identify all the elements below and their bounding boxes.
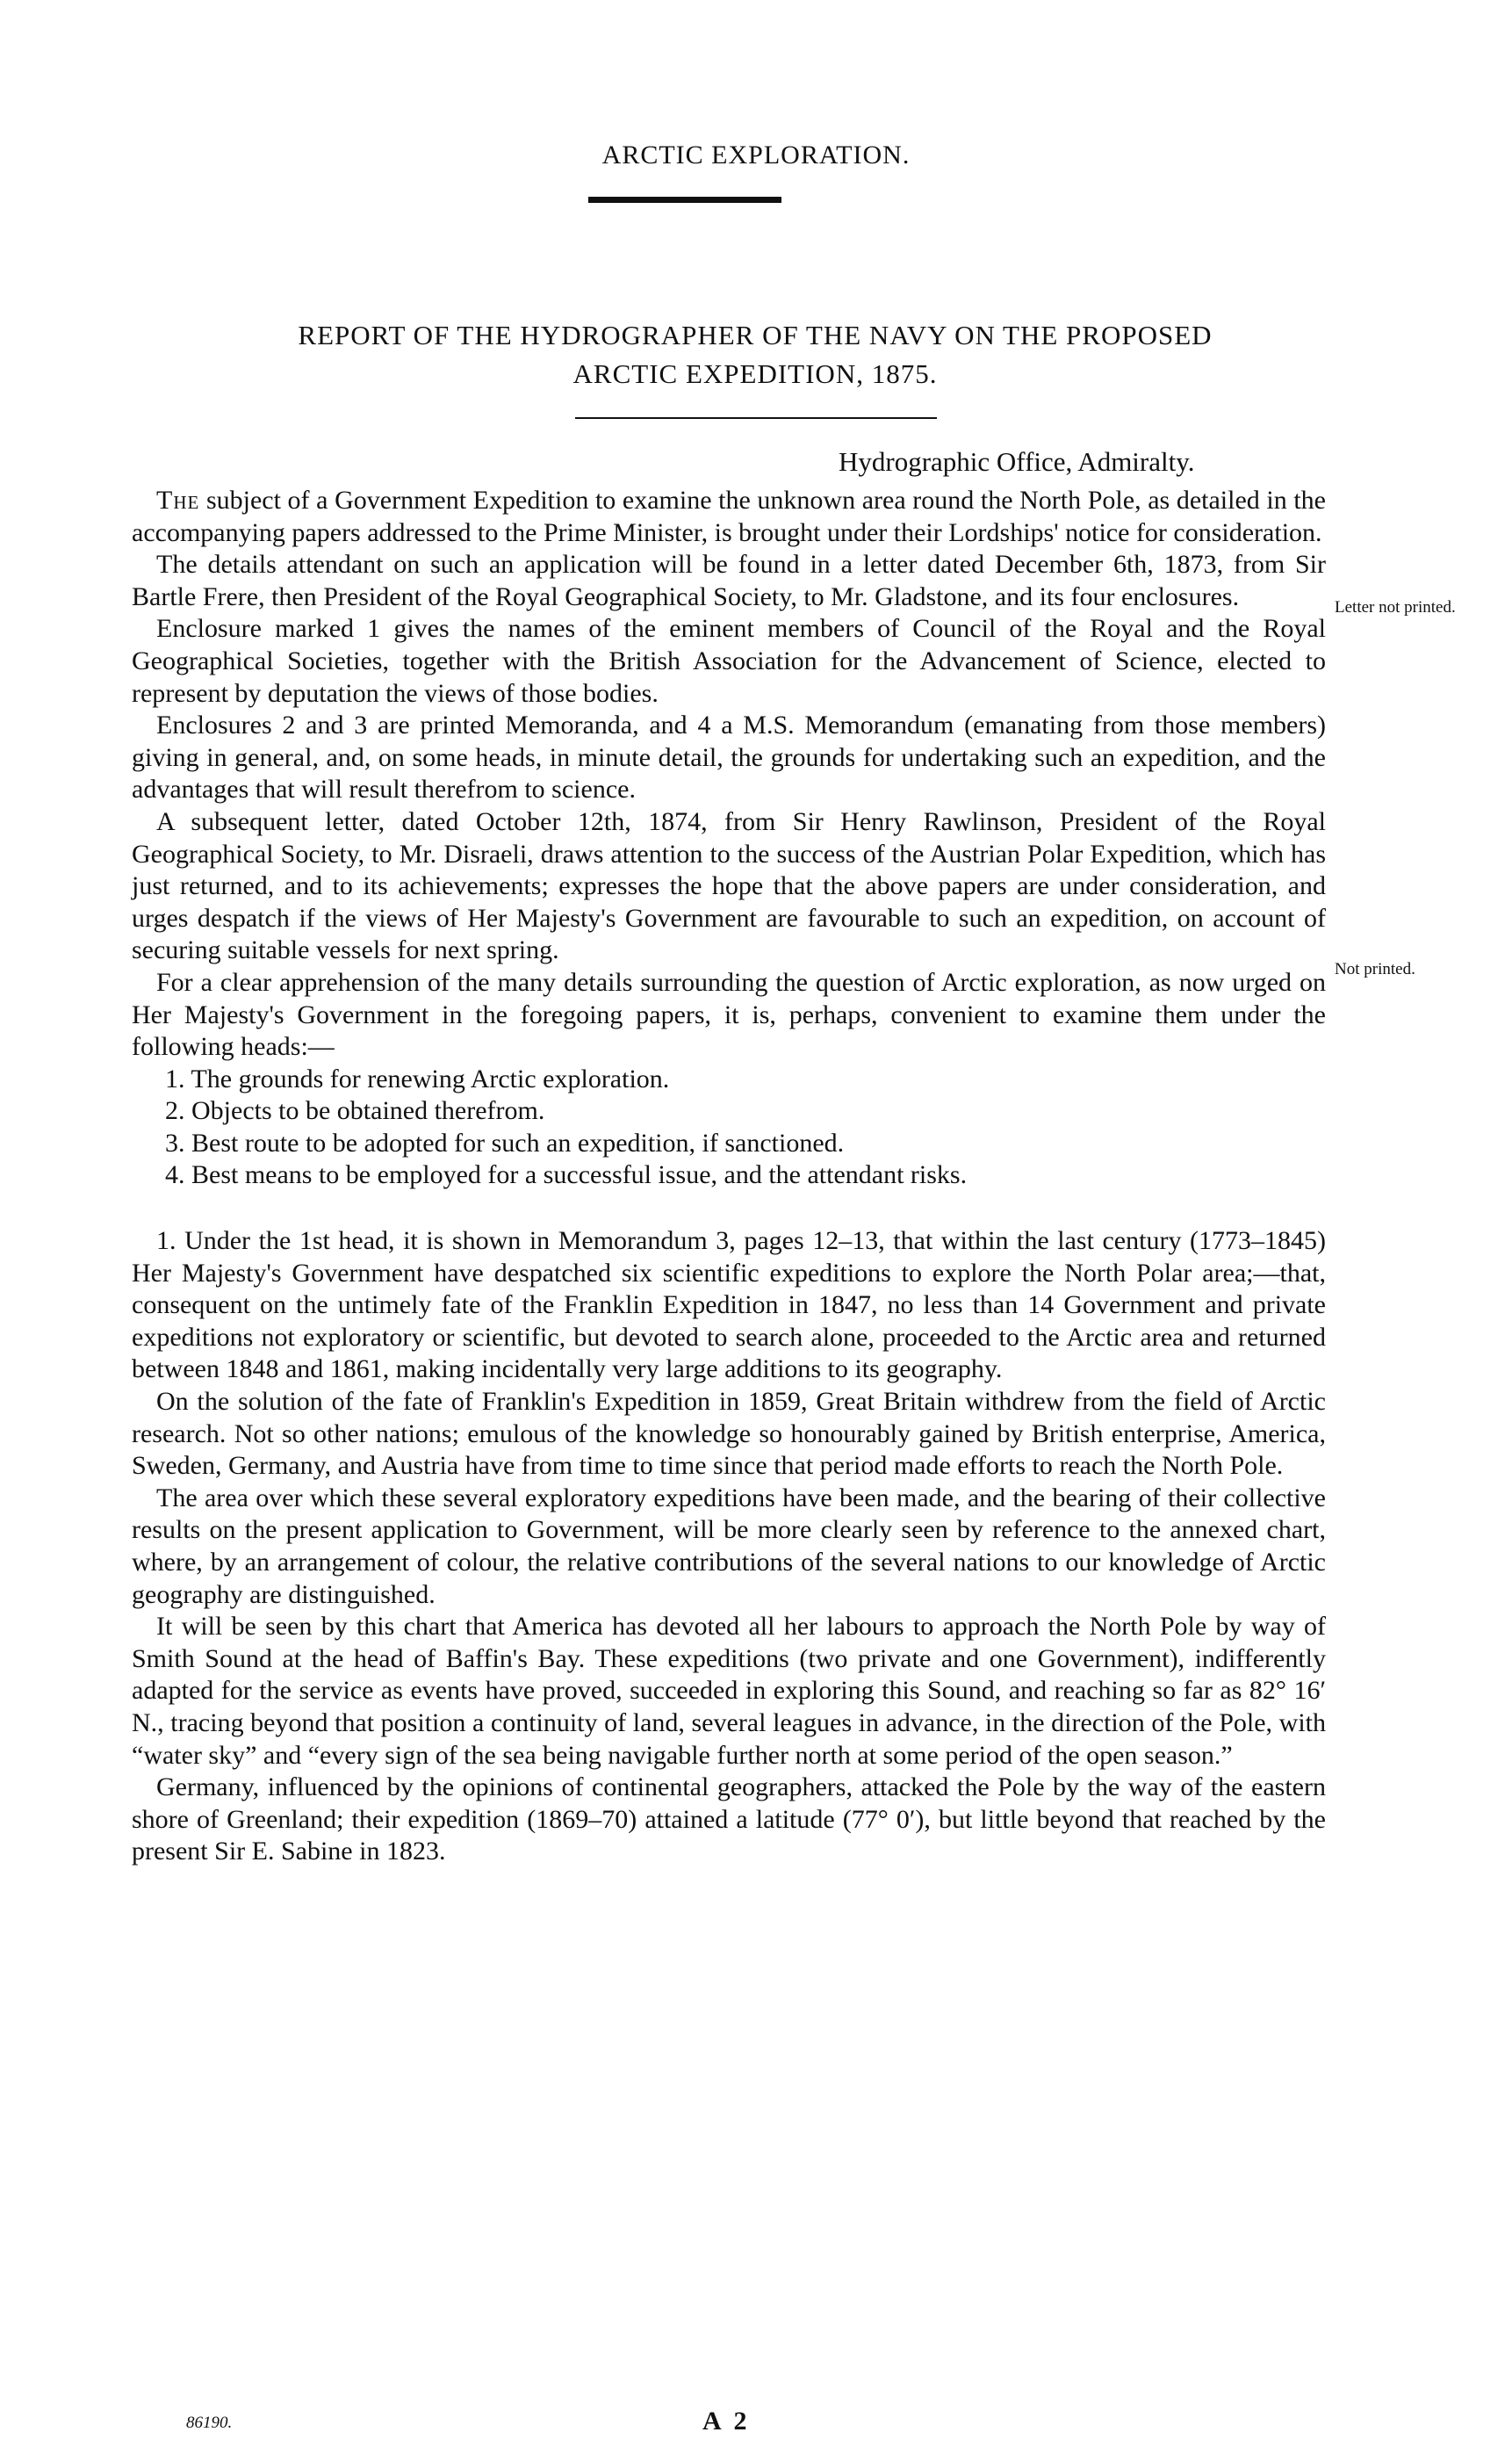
heading-rule [588, 197, 781, 203]
paragraph-6: For a clear apprehension of the many details surrounding the question of Arctic exploration, as now urged on Her Majesty's Government in the foregoing papers, it is, perhaps, convenient to examine them under the following heads:— [132, 967, 1326, 1062]
head-item-1: 1. The grounds for renewing Arctic exploration. [165, 1064, 670, 1093]
title-rule [575, 417, 937, 419]
head-item-4: 4. Best means to be employed for a successful issue, and the attendant risks. [165, 1160, 968, 1190]
paragraph-1-text: subject of a Government Expedition to examine the unknown area round the North Pole, as detailed in the accompanying papers addressed to the Prime Minister, is brought under their Lordships' notice for consideration. [132, 486, 1326, 547]
report-body [132, 485, 1326, 1868]
report-title-line-1: REPORT OF THE HYDROGRAPHER OF THE NAVY ON THE PROPOSED [298, 320, 1213, 350]
margin-note-letter-not-printed: Letter not printed. [1335, 598, 1456, 617]
paragraph-9: The area over which these several exploratory expeditions have been made, and the bearing of their collective results on the present application to Government, will be more clearly seen by reference to the annexed chart, where, by an arrangement of colour, the relative contributions of the several nations to our knowledge of Arctic geography are distinguished. [132, 1483, 1326, 1609]
report-title-line-2: ARCTIC EXPEDITION, 1875. [572, 358, 938, 389]
footer-code: 86190. [186, 2414, 233, 2432]
dateline: Hydrographic Office, Admiralty. [839, 446, 1195, 477]
opening-word: The [156, 486, 200, 515]
paragraph-8: On the solution of the fate of Franklin's Expedition in 1859, Great Britain withdrew from the field of Arctic research. Not so other nations; emulous of the knowledge so honourably gained by British enterprise, America, Sweden, Germany, and Austria have from time to time since that period made efforts to reach the North Pole. [132, 1387, 1326, 1481]
margin-note-not-printed: Not printed. [1335, 960, 1415, 978]
signature-mark: A 2 [702, 2407, 751, 2436]
heads-list [132, 1064, 1326, 1192]
paragraph-5: A subsequent letter, dated October 12th, 1874, from Sir Henry Rawlinson, President of the Royal Geographical Society, to Mr. Disraeli, draws attention to the success of the Austrian Polar Expedition, which has just returned, and to its achievements; expresses the hope that the above papers are under consideration, and urges despatch if the views of Her Majesty's Government are favourable to such an expedition, on account of securing suitable vessels for next spring. [132, 806, 1326, 965]
paragraph-7: 1. Under the 1st head, it is shown in Memorandum 3, pages 12–13, that within the last century (1773–1845) Her Majesty's Government have despatched six scientific expeditions to explore the North Polar area;—that, consequent on the untimely fate of the Franklin Expedition in 1847, no less than 14 Government and private expeditions not exploratory or scientific, but devoted to search alone, proceeded to the Arctic area and returned between 1848 and 1861, making incidentally very large additions to its geography. [132, 1226, 1326, 1384]
paragraph-10: It will be seen by this chart that America has devoted all her labours to approach the North Pole by way of Smith Sound at the head of Baffin's Bay. These expeditions (two private and one Government), indifferently adapted for the service as events have proved, succeeded in exploring this Sound, and reaching so far as 82° 16′ N., tracing beyond that position a continuity of land, several leagues in advance, in the direction of the Pole, with “water sky” and “every sign of the sea being navigable further north at some period of the open season.” [132, 1612, 1326, 1770]
paragraph-3: Enclosure marked 1 gives the names of the eminent members of Council of the Royal and the Royal Geographical Societies, together with the British Association for the Advancement of Science, elected to represent by deputation the views of those bodies. [132, 614, 1326, 708]
report-title [132, 316, 1379, 393]
paragraph-4: Enclosures 2 and 3 are printed Memoranda, and 4 a M.S. Memorandum (emanating from those members) giving in general, and, on some heads, in minute detail, the grounds for undertaking such an expedition, and the advantages that will result therefrom to science. [132, 711, 1326, 805]
paragraph-2: The details attendant on such an application will be found in a letter dated December 6th, 1873, from Sir Bartle Frere, then President of the Royal Geographical Society, to Mr. Gladstone, and its four enclosures. [132, 550, 1326, 611]
head-item-3: 3. Best route to be adopted for such an expedition, if sanctioned. [165, 1128, 845, 1158]
paragraph-11: Germany, influenced by the opinions of continental geographers, attacked the Pole by the way of the eastern shore of Greenland; their expedition (1869–70) attained a latitude (77° 0′), but little beyond that reached by the present Sir E. Sabine in 1823. [132, 1772, 1326, 1866]
paragraph-1 [132, 485, 1326, 549]
running-head: ARCTIC EXPLORATION. [601, 141, 911, 170]
head-item-2: 2. Objects to be obtained therefrom. [165, 1096, 545, 1126]
section-gap [132, 1192, 1326, 1225]
